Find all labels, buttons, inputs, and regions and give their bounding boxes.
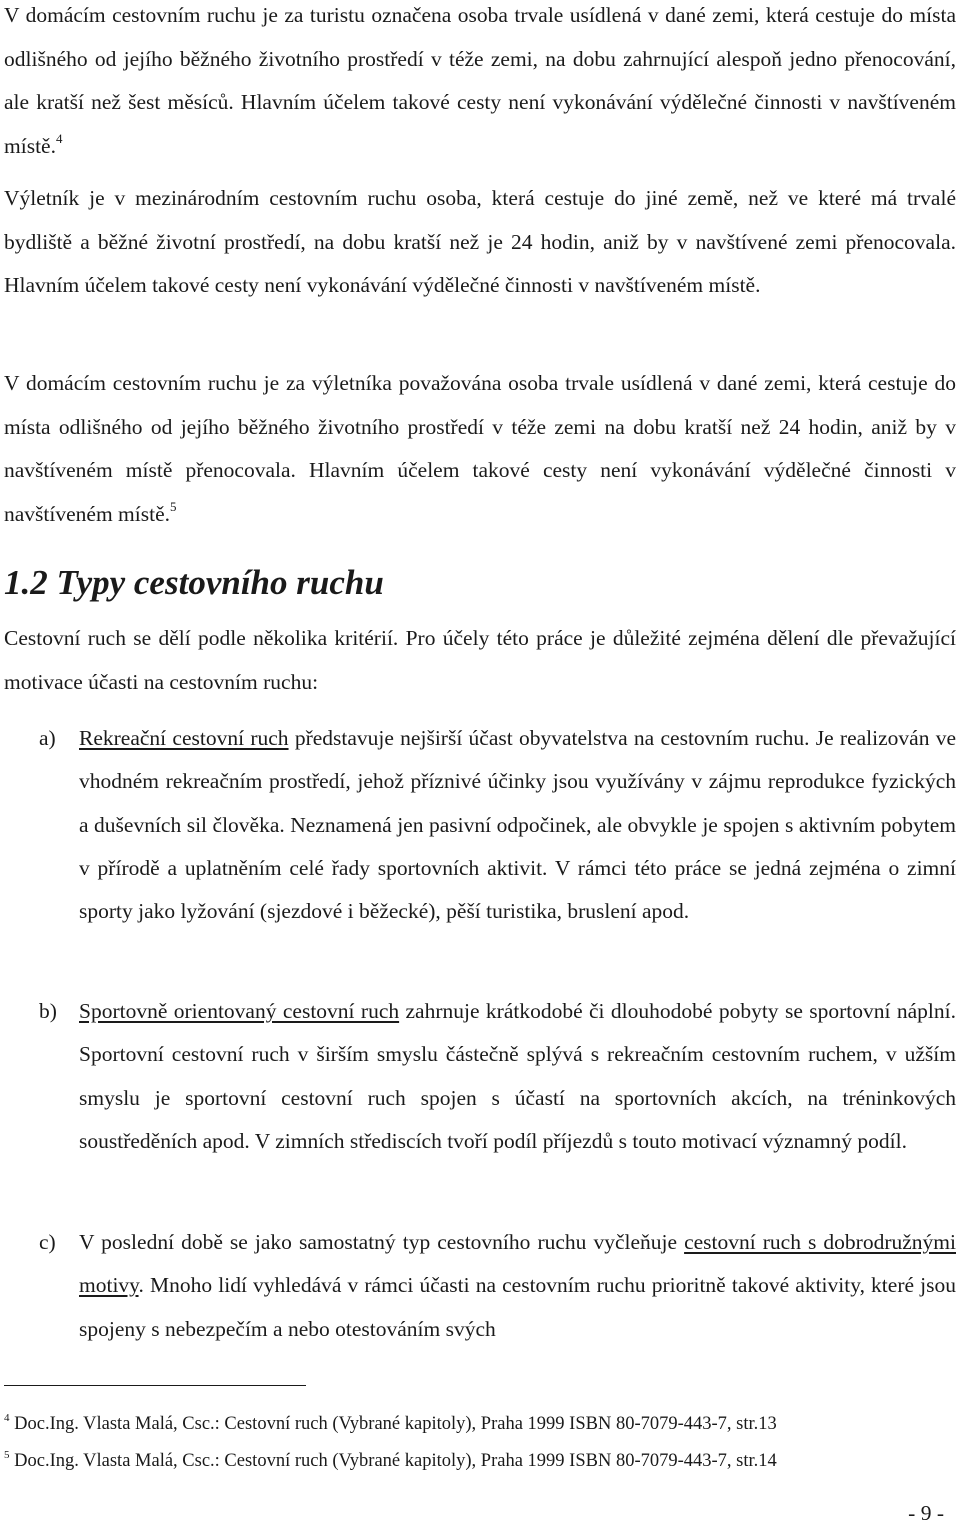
list-marker: c)	[39, 1230, 56, 1254]
footnote-4: $^4$ Doc.Ing. Vlasta Malá, Csc.: Cestovní ruch (Vybrané kapitoly), Praha 1999 ISBN 80-7079-443-7, str.13	[4, 1412, 777, 1434]
list-item-adventure: c) V poslední době se jako samostatný typ cestovního ruchu vyčleňuje cestovní ruch s dobrodružnými motivy. Mnoho lidí vyhledává v rámci účasti na cestovním ruchu prioritně takové aktivity, které jsou spojeny s nebezpečím a nebo otestováním svých	[79, 1221, 956, 1351]
paragraph-international-excursionist: Výletník je v mezinárodním cestovním ruchu osoba, která cestuje do jiné země, než ve které má trvalé bydliště a běžné životní prostředí, na dobu kratší než je 24 hodin, aniž by v navštívené zemi přenocovala. Hlavním účelem takové cesty není vykonávání výdělečné činnosti v navštíveném místě.	[4, 186, 956, 297]
section-heading: 1.2 Typy cestovního ruchu	[4, 563, 384, 602]
term-sport: Sportovně orientovaný cestovní ruch	[79, 999, 400, 1023]
list-marker: a)	[39, 726, 56, 750]
list-item-sport: b) Sportovně orientovaný cestovní ruch zahrnuje krátkodobé či dlouhodobé pobyty se sportovní náplní. Sportovní cestovní ruch v širším smyslu částečně splývá s rekreačním cestovním ruchem, v užším smyslu je sportovní cestovní ruch spojen s účastí na sportovních akcích, na tréninkových soustředěních apod. V zimních střediscích tvoří podíl příjezdů s touto motivací významný podíl.	[79, 990, 956, 1163]
list-marker: b)	[39, 999, 57, 1023]
term-adventure: cestovní ruch s dobrodružnými motivy	[79, 1230, 956, 1298]
page-number: - 9 -	[908, 1501, 944, 1525]
list-item-recreational: a) Rekreační cestovní ruch představuje nejširší účast obyvatelstva na cestovním ruchu. Je realizován ve vhodném rekreačním prostředí, jehož příznivé účinky jsou využívány v zájmu reprodukce fyzických a duševních sil člověka. Neznamená jen pasivní odpočinek, ale obvykle je spojen s aktivním pobytem v přírodě a uplatněním celé řady sportovních aktivit. V rámci této práce se jedná zejména o zimní sporty jako lyžování (sjezdové i běžecké), pěší turistika, bruslení apod.	[79, 717, 956, 933]
term-recreational: Rekreační cestovní ruch	[79, 726, 289, 750]
footnote-5: $^5$ Doc.Ing. Vlasta Malá, Csc.: Cestovní ruch (Vybrané kapitoly), Praha 1999 ISBN 80-7079-443-7, str.14	[4, 1449, 777, 1471]
section-intro: Cestovní ruch se dělí podle několika kritérií. Pro účely této práce je důležité zejména dělení dle převažující motivace účasti na cestovním ruchu:	[4, 626, 956, 694]
footnote-ref-5[interactable]: 5	[170, 498, 177, 514]
footnote-ref-4[interactable]: 4	[55, 130, 63, 146]
paragraph-domestic-excursionist: V domácím cestovním ruchu je za výletníka považována osoba trvale usídlená v dané zemi, která cestuje do místa odlišného od jejího běžného životního prostředí v téže zemi na dobu kratší než 24 hodin, aniž by v navštíveném místě přenocovala. Hlavním účelem takové cesty není vykonávání výdělečné činnosti v navštíveném místě.$^5$	[4, 371, 956, 526]
paragraph-domestic-tourist: V domácím cestovním ruchu je za turistu označena osoba trvale usídlená v dané zemi, která cestuje do místa odlišného od jejího běžného životního prostředí v téže zemi, na dobu zahrnující alespoň jedno přenocování, ale kratší než šest měsíců. Hlavním účelem takové cesty není vykonávání výdělečné činnosti v navštíveném místě.$^4$	[4, 3, 956, 158]
footnote-divider	[4, 1385, 306, 1386]
